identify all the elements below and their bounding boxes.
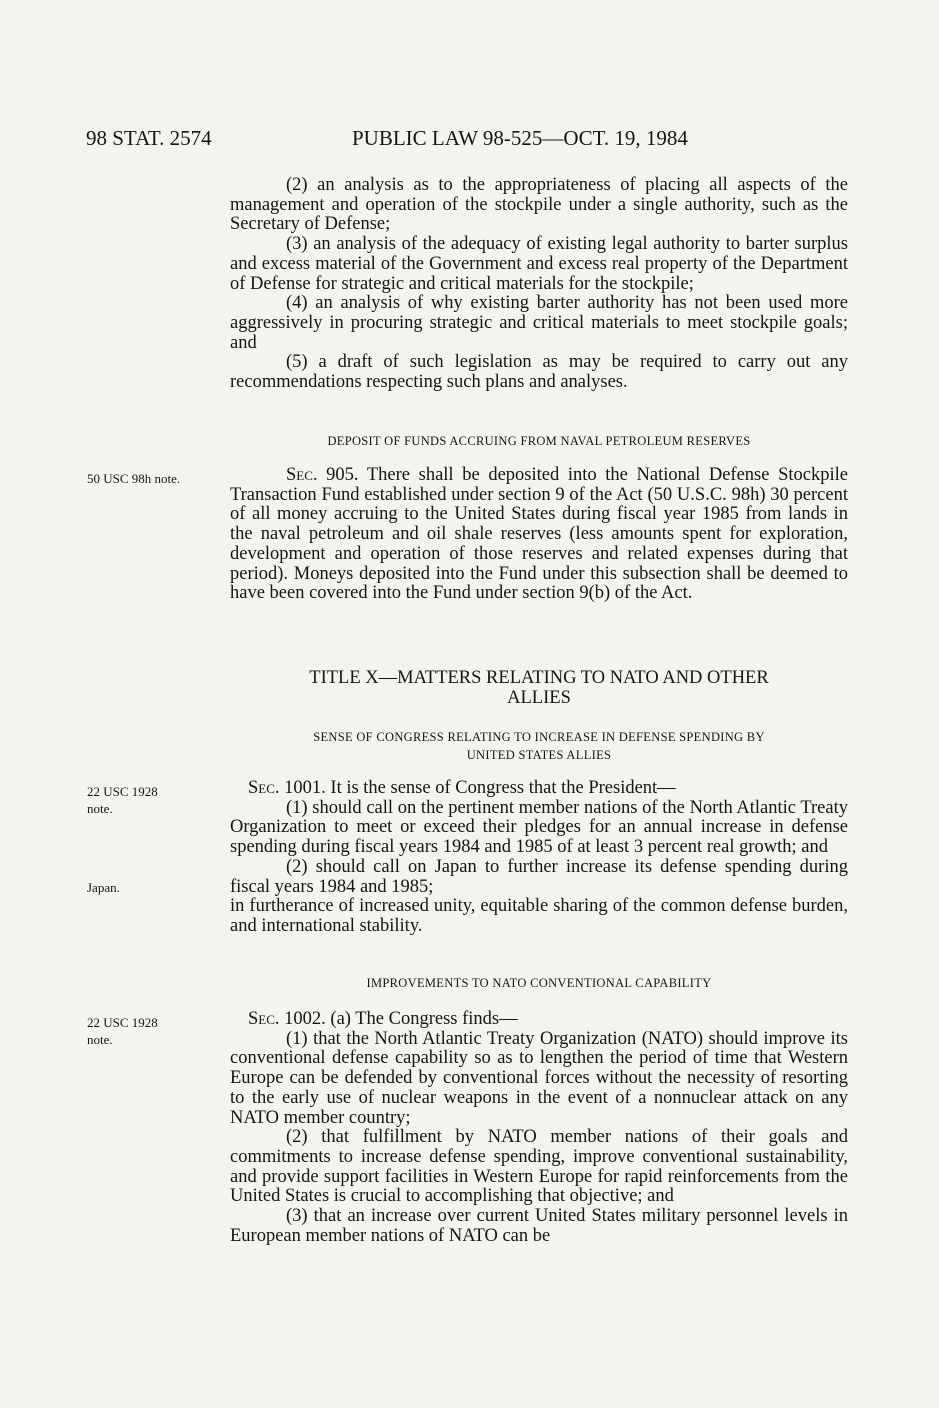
- analysis-list: [230, 176, 848, 393]
- margin-note-japan: Japan.: [87, 880, 120, 895]
- section-1001-closing: in furtherance of increased unity, equitable sharing of the common defense burden, and international stability.: [230, 896, 848, 936]
- section-1001-item-2: (2) should call on Japan to further increase its defense spending during fiscal years 1984 and 1985;: [230, 856, 848, 897]
- section-1001-heading-line-2: UNITED STATES ALLIES: [466, 748, 612, 762]
- section-1001-label: Sec. 1001.: [248, 778, 326, 798]
- margin-note-22usc-1002-line-2: note.: [87, 1032, 113, 1047]
- section-1002-label: Sec. 1002.: [248, 1009, 326, 1029]
- title-x-heading: [230, 668, 848, 708]
- page-header: [86, 126, 846, 156]
- section-1001-body: [230, 779, 848, 937]
- section-1002-heading: IMPROVEMENTS TO NATO CONVENTIONAL CAPABILITY: [366, 976, 712, 990]
- section-905-body: [230, 466, 848, 604]
- title-x-line-2: ALLIES: [507, 688, 571, 708]
- section-905-heading: DEPOSIT OF FUNDS ACCRUING FROM NAVAL PETROLEUM RESERVES: [327, 434, 751, 448]
- section-1001-intro: It is the sense of Congress that the President—: [330, 778, 676, 798]
- margin-note-22usc-1001-line-2: note.: [87, 801, 113, 816]
- analysis-item-2: (2) an analysis as to the appropriateness of placing all aspects of the management and operation of the stockpile under a single authority, such as the Secretary of Defense;: [230, 175, 848, 235]
- margin-note-22usc-1001-line-1: 22 USC 1928: [87, 784, 158, 799]
- stat-reference: 98 STAT. 2574: [86, 126, 212, 150]
- section-905-label: Sec. 905.: [286, 465, 359, 485]
- section-1001-heading-line-1: SENSE OF CONGRESS RELATING TO INCREASE IN DEFENSE SPENDING BY: [313, 730, 765, 744]
- title-x-line-1: TITLE X—MATTERS RELATING TO NATO AND OTHER: [309, 668, 769, 688]
- section-1001-item-1: (1) should call on the pertinent member nations of the North Atlantic Treaty Organization to meet or exceed their pledges for an annual increase in defense spending during fiscal years 1984 and 1985 of at least 3 percent real growth; and: [230, 797, 848, 858]
- section-1002-body: [230, 1010, 848, 1246]
- analysis-item-3: (3) an analysis of the adequacy of existing legal authority to barter surplus and excess material of the Government and excess real property of the Department of Defense for strategic and critical materials for the stockpile;: [230, 234, 848, 294]
- law-title: PUBLIC LAW 98-525—OCT. 19, 1984: [352, 126, 688, 150]
- section-1001-heading: [230, 728, 848, 764]
- margin-note-22usc-1001: [87, 783, 222, 817]
- margin-note-22usc-1002: [87, 1014, 222, 1048]
- section-1002-intro: (a) The Congress finds—: [330, 1009, 518, 1029]
- section-905-text: There shall be deposited into the National Defense Stockpile Transaction Fund established under section 9 of the Act (50 U.S.C. 98h) 30 percent of all money accruing to the United States during fiscal year 1985 from lands in the naval petroleum and oil shale reserves (less amounts spent for exploration, development and operation of those reserves and related expenses during that period). Moneys deposited into the Fund under this subsection shall be deemed to have been covered into the Fund under section 9(b) of the Act.: [230, 465, 848, 604]
- margin-note-22usc-1002-line-1: 22 USC 1928: [87, 1015, 158, 1030]
- section-1002-item-1: (1) that the North Atlantic Treaty Organization (NATO) should improve its conventional defense capability so as to lengthen the period of time that Western Europe can be defended by conventional forces without the necessity of resorting to the early use of nuclear weapons in the event of a nonnuclear attack on any NATO member country;: [230, 1028, 848, 1128]
- section-1002-item-2: (2) that fulfillment by NATO member nations of their goals and commitments to increase defense spending, improve conventional sustainability, and provide support facilities in Western Europe for rapid reinforcements from the United States is crucial to accomplishing that objective; and: [230, 1127, 848, 1207]
- analysis-item-4: (4) an analysis of why existing barter authority has not been used more aggressively in procuring strategic and critical materials to meet stockpile goals; and: [230, 293, 848, 353]
- margin-note-50usc: 50 USC 98h note.: [87, 471, 181, 486]
- analysis-item-5: (5) a draft of such legislation as may be required to carry out any recommendations respecting such plans and analyses.: [230, 352, 848, 393]
- section-1002-item-3: (3) that an increase over current United States military personnel levels in European member nations of NATO can be: [230, 1206, 848, 1246]
